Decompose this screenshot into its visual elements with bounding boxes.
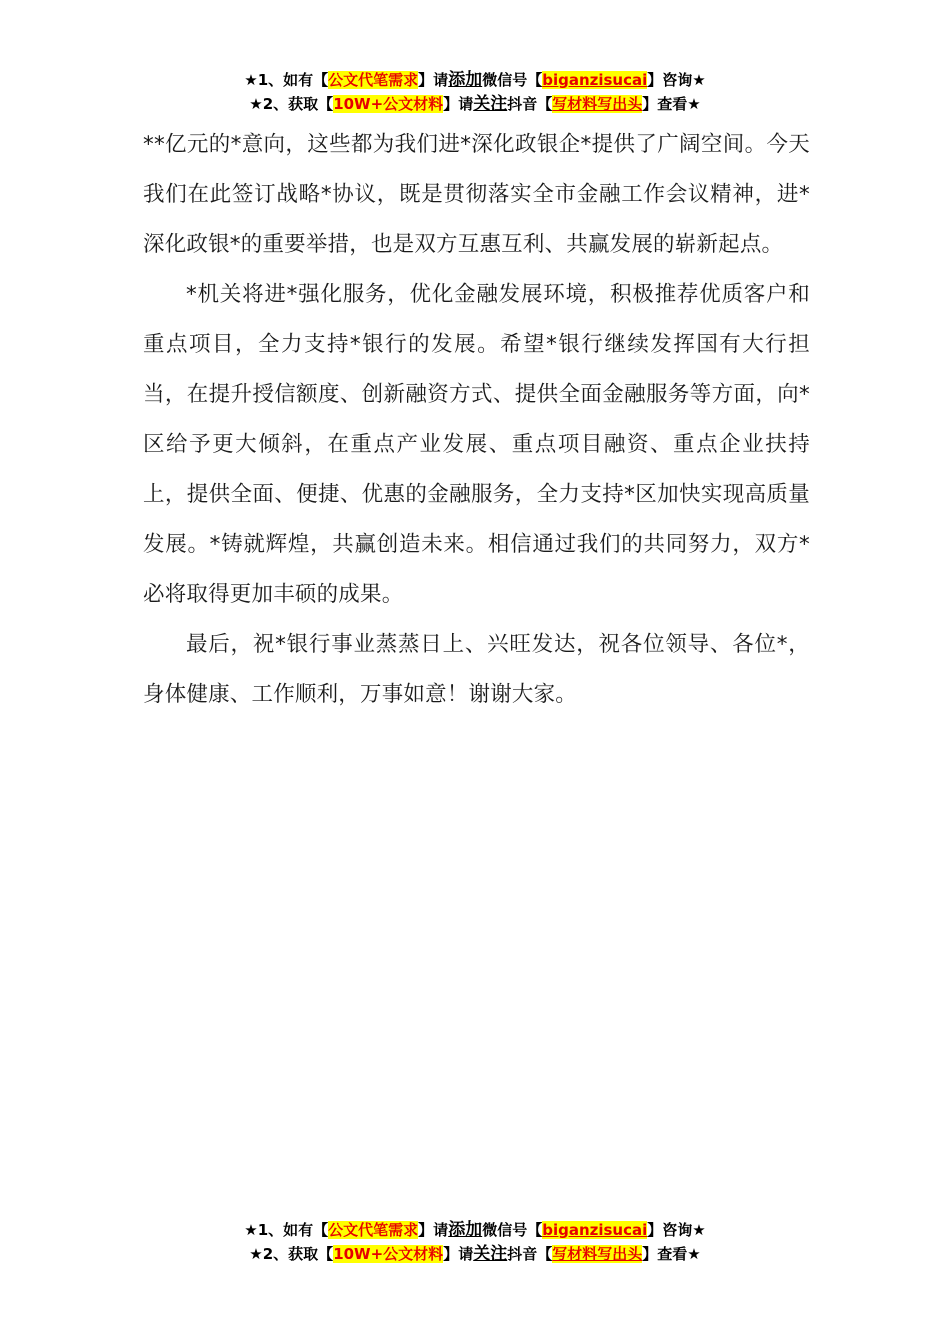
footer-banner [0,1218,950,1266]
footer-line-1-mid1: 】请 [418,1221,449,1239]
footer-line-2-suffix: 】查看★ [642,1245,701,1263]
footer-banner-line-2 [0,1242,950,1266]
body-paragraph-2: *机关将进*强化服务，优化金融发展环境，积极推荐优质客户和重点项目，全力支持*银行的发展。希望*银行继续发挥国有大行担当，在提升授信额度、创新融资方式、提供全面金融服务等方面，向*区给予更大倾斜，在重点产业发展、重点项目融资、重点企业扶持上，提供全面、便捷、优惠的金融服务，全力支持*区加快实现高质量发展。*铸就辉煌，共赢创造未来。相信通过我们的共同努力，双方*必将取得更加丰硕的成果。 [143,282,810,607]
body-paragraph-3: 最后，祝*银行事业蒸蒸日上、兴旺发达，祝各位领导、各位*，身体健康、工作顺利，万事如意！谢谢大家。 [143,632,810,707]
banner-line-2 [0,92,950,116]
header-banner [0,68,950,116]
banner-line-1-emphasis: 添加 [448,70,483,90]
banner-line-1-mid2: 微信号【 [482,71,543,89]
footer-line-1-emphasis: 添加 [448,1220,483,1240]
footer-line-2-douyin-account[interactable]: 写材料写出头 [552,1245,643,1263]
footer-line-1-mid2: 微信号【 [482,1221,543,1239]
banner-line-2-prefix: ★2、获取【 [249,95,334,113]
banner-line-2-emphasis: 关注 [473,94,508,114]
footer-line-2-prefix: ★2、获取【 [249,1245,334,1263]
body-paragraph-1: **亿元的*意向，这些都为我们进*深化政银企*提供了广阔空间。今天我们在此签订战略*协议，既是贯彻落实全市金融工作会议精神，进*深化政银*的重要举措，也是双方互惠互利、共赢发展的崭新起点。 [143,132,810,257]
banner-line-1-mid1: 】请 [418,71,449,89]
footer-line-1-suffix: 】咨询★ [647,1221,706,1239]
banner-line-1 [0,68,950,92]
banner-line-1-prefix: ★1、如有【 [244,71,329,89]
footer-line-2-emphasis: 关注 [473,1244,508,1264]
footer-line-1-prefix: ★1、如有【 [244,1221,329,1239]
banner-line-1-suffix: 】咨询★ [647,71,706,89]
footer-line-2-highlight-materials: 10W+公文材料 [333,1245,444,1263]
footer-banner-line-1 [0,1218,950,1242]
banner-line-2-mid1: 】请 [443,95,474,113]
banner-line-2-douyin-account[interactable]: 写材料写出头 [552,95,643,113]
footer-line-1-highlight-service: 公文代笔需求 [328,1221,419,1239]
footer-line-2-mid1: 】请 [443,1245,474,1263]
banner-line-1-highlight-service: 公文代笔需求 [328,71,419,89]
banner-line-2-suffix: 】查看★ [642,95,701,113]
banner-line-2-highlight-materials: 10W+公文材料 [333,95,444,113]
footer-line-1-wechat-id[interactable]: biganzisucai [542,1221,648,1239]
banner-line-1-wechat-id[interactable]: biganzisucai [542,71,648,89]
banner-line-2-mid2: 抖音【 [507,95,553,113]
document-body [143,120,810,720]
footer-line-2-mid2: 抖音【 [507,1245,553,1263]
